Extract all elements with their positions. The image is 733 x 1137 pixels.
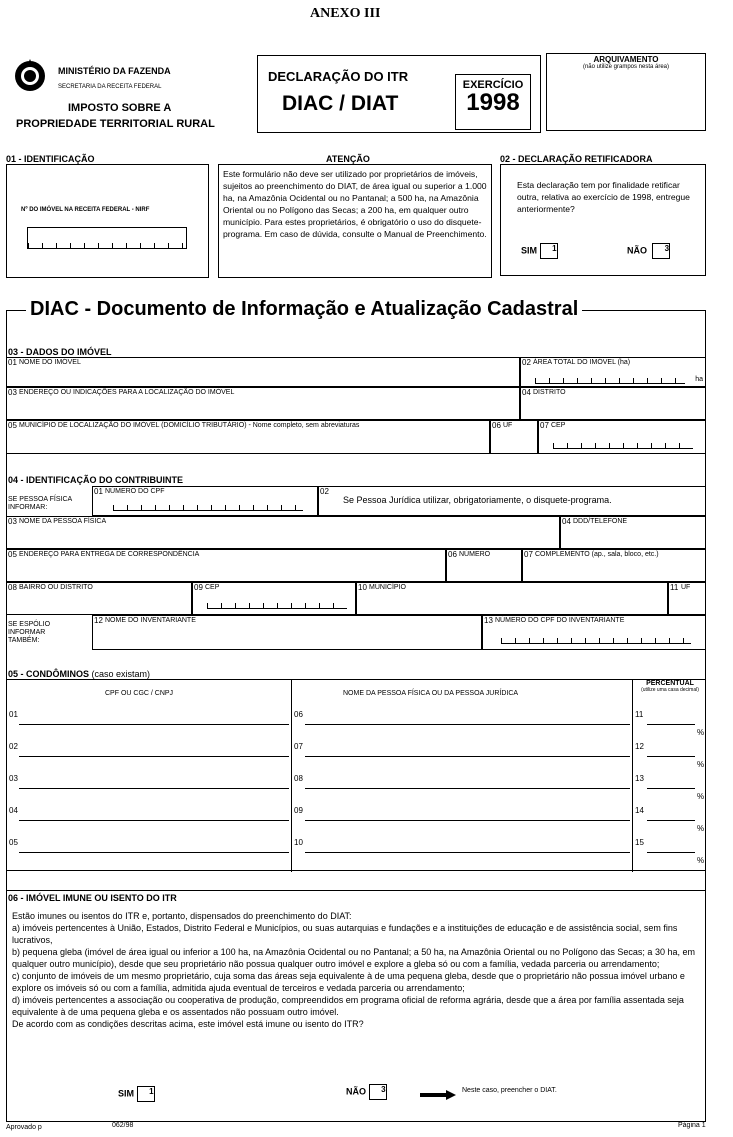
identification-box	[6, 164, 209, 278]
attention-text: Este formulário não deve ser utilizado por proprietários de imóveis, sujeitos ao preenchimento do DIAT, de área igual ou superior a 1.000 ha, na Amazônia Ocidental ou no Pantanal; a 500 ha, na Amazônia Oriental ou no Polígono das Secas; a 200 ha, em qualquer outro município. Para estes proprietários, é obrigatório o uso do disquete-programa. Em caso de dúvida, consulte o Manual de Preenchimento.	[223, 169, 487, 239]
taxpayer-pf-note: SE PESSOA FÍSICA INFORMAR:	[8, 496, 72, 511]
secretariat-name: SECRETARIA DA RECEITA FEDERAL	[58, 84, 162, 90]
exempt-text: Estão imunes ou isentos do ITR e, portanto, dispensados do preenchimento do DIAT: a) imóveis pertencentes à União, Estados, Distrito Federal e Municípios, ou suas autarquias e fundações e a instituições de educação e de assistência social, sem fins lucrativos, b) pequena gleba (imóvel de área igual ou inferior a 100 ha, na Amazônia Ocidental ou no Pantanal; a 50 ha, na Amazônia Oriental ou no Polígono das Secas; a 30 ha, em qualquer outro município), desde que seu proprietário não possua qualquer outro imóvel e explore a gleba só ou com a família, vedada parceria ou arrendamento; c) conjunto de imóveis de um mesmo proprietário, cuja soma das áreas seja equivalente à de uma pequena gleba, desde que o proprietário não possua imóvel urbano e explore os imóveis só ou com a família, admitida ajuda eventual de terceiros e vedada parceria ou arrendamento; d) imóveis pertencentes a associação ou cooperativa de produção, compreendidos em programa oficial de reforma agrária, desde que a área por família assentada seja equivalente à de uma pequena gleba e os assentados não possuam outro imóvel. De acordo com as condições descritas acima, este imóvel está imune ou isento do ITR?	[12, 911, 695, 1029]
rectifying-yes-label: SIM	[521, 245, 538, 256]
condomino-name-num: 08	[294, 774, 303, 783]
condomino-name-input[interactable]	[305, 852, 630, 853]
declaration-title: DECLARAÇÃO DO ITR	[268, 69, 409, 84]
condomino-name-input[interactable]	[305, 756, 630, 757]
taxpayer-uf-field[interactable]: 11 UF	[668, 582, 706, 615]
property-title: 03 - DADOS DO IMÓVEL	[8, 347, 112, 357]
rectifying-yes[interactable]	[521, 243, 558, 259]
exempt-yes-checkbox[interactable]: 1	[137, 1086, 155, 1102]
tax-name-2: PROPRIEDADE TERRITORIAL RURAL	[16, 118, 215, 130]
exempt-no[interactable]: NÃO 3	[346, 1084, 387, 1100]
rectifying-title: 02 - DECLARAÇÃO RETIFICADORA	[500, 154, 653, 164]
condomino-pct-input[interactable]	[647, 756, 695, 757]
condomino-cpf-input[interactable]	[19, 820, 289, 821]
executor-name-field[interactable]: 12 NOME DO INVENTARIANTE	[92, 615, 482, 650]
condomino-name-num: 06	[294, 710, 303, 719]
exempt-no-note: Neste caso, preencher o DIAT.	[462, 1087, 557, 1094]
condomino-pct-input[interactable]	[647, 724, 695, 725]
condomino-cpf-num: 01	[9, 710, 18, 719]
nirf-input[interactable]	[27, 227, 187, 249]
taxpayer-pj-note-field: 02 Se Pessoa Jurídica utilizar, obrigatoriamente, o disquete-programa.	[318, 486, 706, 516]
taxpayer-cep-field[interactable]: 09 CEP	[192, 582, 356, 615]
condomino-cpf-input[interactable]	[19, 852, 289, 853]
tax-name-1: IMPOSTO SOBRE A	[68, 102, 172, 114]
condominos-title: 05 - CONDÔMINOS (caso existam)	[8, 669, 151, 679]
col-pct-header: PERCENTUAL (utilize uma casa decimal)	[641, 680, 699, 693]
taxpayer-name-field[interactable]: 03 NOME DA PESSOA FÍSICA	[6, 516, 560, 549]
attention-box	[218, 164, 492, 278]
arrow-right-icon	[420, 1087, 456, 1105]
exempt-yes[interactable]: SIM 1	[118, 1086, 155, 1102]
percent-sign: %	[697, 760, 705, 769]
condomino-pct-input[interactable]	[647, 788, 695, 789]
rectifying-question: Esta declaração tem por finalidade retificar outra, relativa ao exercício de 1998, entregue anteriormente?	[517, 180, 690, 214]
property-cep-field[interactable]: 07 CEP	[538, 420, 706, 454]
rectifying-yes-checkbox[interactable]: 1	[540, 243, 558, 259]
archive-note: (não utilize grampos nesta área)	[582, 64, 670, 70]
rectifying-no[interactable]	[627, 243, 670, 259]
taxpayer-neighborhood-field[interactable]: 08 BAIRRO OU DISTRITO	[6, 582, 192, 615]
taxpayer-municipality-field[interactable]: 10 MUNICÍPIO	[356, 582, 668, 615]
taxpayer-address-field[interactable]: 05 ENDEREÇO PARA ENTREGA DE CORRESPONDÊNCIA	[6, 549, 446, 582]
condomino-name-input[interactable]	[305, 820, 630, 821]
annex-title: ANEXO III	[310, 6, 381, 21]
taxpayer-title: 04 - IDENTIFICAÇÃO DO CONTRIBUINTE	[8, 475, 184, 485]
taxpayer-estate-note: SE ESPÓLIO INFORMAR TAMBÉM:	[8, 621, 51, 644]
condomino-cpf-num: 03	[9, 774, 18, 783]
executor-cpf-field[interactable]: 13 NÚMERO DO CPF DO INVENTARIANTE	[482, 615, 706, 650]
footer-page: Página 1	[678, 1122, 706, 1129]
percent-sign: %	[697, 792, 705, 801]
rectifying-no-label: NÃO	[627, 245, 647, 256]
col-cpf-header: CPF OU CGC / CNPJ	[105, 690, 174, 697]
condomino-pct-num: 14	[635, 806, 644, 815]
ministry-name: MINISTÉRIO DA FAZENDA	[58, 66, 171, 76]
condomino-pct-num: 11	[635, 710, 644, 719]
exempt-title: 06 - IMÓVEL IMUNE OU ISENTO DO ITR	[8, 893, 177, 903]
condomino-name-num: 07	[294, 742, 303, 751]
condominos-table	[6, 679, 706, 871]
taxpayer-number-field[interactable]: 06 NÚMERO	[446, 549, 522, 582]
attention-title: ATENÇÃO	[326, 154, 370, 164]
rectifying-no-checkbox[interactable]: 3	[652, 243, 670, 259]
exempt-divider	[6, 890, 706, 891]
condomino-pct-input[interactable]	[647, 852, 695, 853]
coat-of-arms-icon	[12, 58, 48, 94]
declaration-box	[257, 55, 541, 133]
taxpayer-complement-field[interactable]: 07 COMPLEMENTO (ap., sala, bloco, etc.)	[522, 549, 706, 582]
exercise-label: EXERCÍCIO	[462, 79, 524, 91]
exempt-no-checkbox[interactable]: 3	[369, 1084, 387, 1100]
condomino-pct-num: 13	[635, 774, 644, 783]
nirf-label: Nº DO IMÓVEL NA RECEITA FEDERAL - NIRF	[21, 207, 150, 213]
property-address-field[interactable]: 03 ENDEREÇO OU INDICAÇÕES PARA A LOCALIZAÇÃO DO IMÓVEL	[6, 387, 520, 420]
percent-sign: %	[697, 728, 705, 737]
taxpayer-cpf-field[interactable]: 01 NÚMERO DO CPF	[92, 486, 318, 516]
footer-code: 062/98	[112, 1122, 134, 1129]
condomino-cpf-input[interactable]	[19, 724, 289, 725]
condomino-name-input[interactable]	[305, 788, 630, 789]
condomino-cpf-num: 05	[9, 838, 18, 847]
declaration-form: DIAC / DIAT	[282, 92, 399, 115]
rectifying-box	[500, 164, 706, 276]
property-name-field[interactable]: 01 NOME DO IMÓVEL	[6, 357, 520, 387]
footer-approved: Aprovado p	[6, 1124, 42, 1131]
condomino-pct-num: 12	[635, 742, 644, 751]
condomino-cpf-input[interactable]	[19, 788, 289, 789]
condomino-pct-num: 15	[635, 838, 644, 847]
exercise-box	[455, 74, 531, 130]
property-area-field[interactable]: 02 ÁREA TOTAL DO IMÓVEL (ha) ha	[520, 357, 706, 387]
exercise-year: 1998	[466, 89, 520, 116]
percent-sign: %	[697, 856, 705, 865]
col-name-header: NOME DA PESSOA FÍSICA OU DA PESSOA JURÍDICA	[343, 690, 519, 697]
archive-box	[546, 53, 706, 131]
property-municipality-field[interactable]: 05 MUNICÍPIO DE LOCALIZAÇÃO DO IMÓVEL (DOMICÍLIO TRIBUTÁRIO) - Nome completo, sem abreviaturas	[6, 420, 490, 454]
archive-title: ARQUIVAMENTO	[593, 55, 659, 64]
taxpayer-phone-field[interactable]: 04 DDD/TELEFONE	[560, 516, 706, 549]
condomino-name-num: 09	[294, 806, 303, 815]
condomino-cpf-num: 02	[9, 742, 18, 751]
property-district-field[interactable]: 04 DISTRITO	[520, 387, 706, 420]
diac-title: DIAC - Documento de Informação e Atualização Cadastral	[26, 298, 582, 321]
condomino-name-input[interactable]	[305, 724, 630, 725]
condomino-cpf-num: 04	[9, 806, 18, 815]
percent-sign: %	[697, 824, 705, 833]
condomino-cpf-input[interactable]	[19, 756, 289, 757]
condomino-pct-input[interactable]	[647, 820, 695, 821]
property-uf-field[interactable]: 06 UF	[490, 420, 538, 454]
condomino-name-num: 10	[294, 838, 303, 847]
identification-title: 01 - IDENTIFICAÇÃO	[6, 154, 95, 164]
